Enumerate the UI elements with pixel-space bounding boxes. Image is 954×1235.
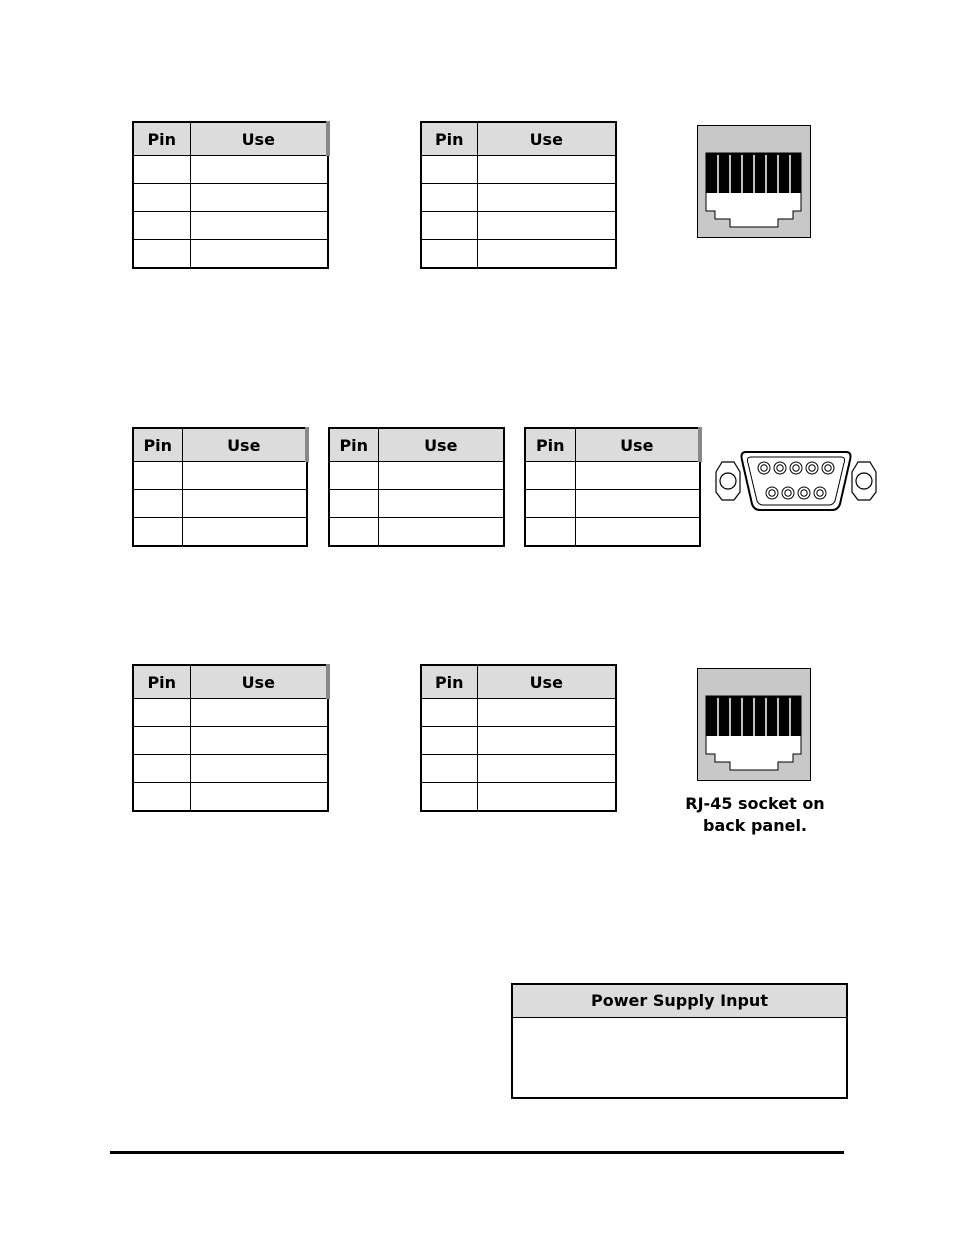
table-row [133, 212, 328, 240]
use-header: Use [575, 428, 700, 462]
pin-header: Pin [133, 665, 190, 699]
pin-header: Pin [329, 428, 378, 462]
use-header: Use [378, 428, 504, 462]
table-row [421, 184, 616, 212]
pin-table-rj45-top-right [420, 121, 617, 269]
pin-header: Pin [525, 428, 575, 462]
pin-header: Pin [421, 122, 477, 156]
table-row [133, 490, 307, 518]
table-row [421, 699, 616, 727]
db9-connector-icon [712, 448, 880, 514]
pin-table-rj45-bottom-right [420, 664, 617, 812]
use-header: Use [190, 122, 328, 156]
table-row [133, 156, 328, 184]
pin-table-db9-left [132, 427, 309, 547]
table-row [133, 184, 328, 212]
pin-table-rj45-top-left [132, 121, 330, 269]
table-row [421, 240, 616, 269]
table-row [329, 490, 504, 518]
table-row [133, 462, 307, 490]
table-row [133, 518, 307, 547]
power-supply-title: Power Supply Input [513, 985, 846, 1018]
use-header: Use [190, 665, 328, 699]
table-row [329, 462, 504, 490]
table-row [133, 727, 328, 755]
table-row [133, 240, 328, 269]
table-row [421, 783, 616, 812]
rj45-socket-icon [697, 668, 811, 781]
use-header: Use [477, 665, 616, 699]
power-supply-table [511, 983, 848, 1099]
table-row [421, 212, 616, 240]
table-row [329, 518, 504, 547]
table-row [421, 156, 616, 184]
table-row [133, 783, 328, 812]
pin-header: Pin [133, 428, 182, 462]
table-row [421, 727, 616, 755]
rj45-caption-line-2: back panel. [703, 816, 807, 835]
rj45-caption [660, 793, 850, 837]
pin-table-db9-right [524, 427, 702, 547]
pin-header: Pin [421, 665, 477, 699]
rj45-caption-line-1: RJ-45 socket on [685, 794, 825, 813]
table-row [133, 699, 328, 727]
pin-table-db9-middle [328, 427, 505, 547]
footer-rule [110, 1151, 844, 1154]
use-header: Use [477, 122, 616, 156]
table-row [133, 755, 328, 783]
table-row [421, 755, 616, 783]
use-header: Use [182, 428, 307, 462]
pin-table-rj45-bottom-left [132, 664, 330, 812]
table-row [525, 490, 700, 518]
table-row [525, 518, 700, 547]
table-row [525, 462, 700, 490]
pin-header: Pin [133, 122, 190, 156]
rj45-socket-icon [697, 125, 811, 238]
